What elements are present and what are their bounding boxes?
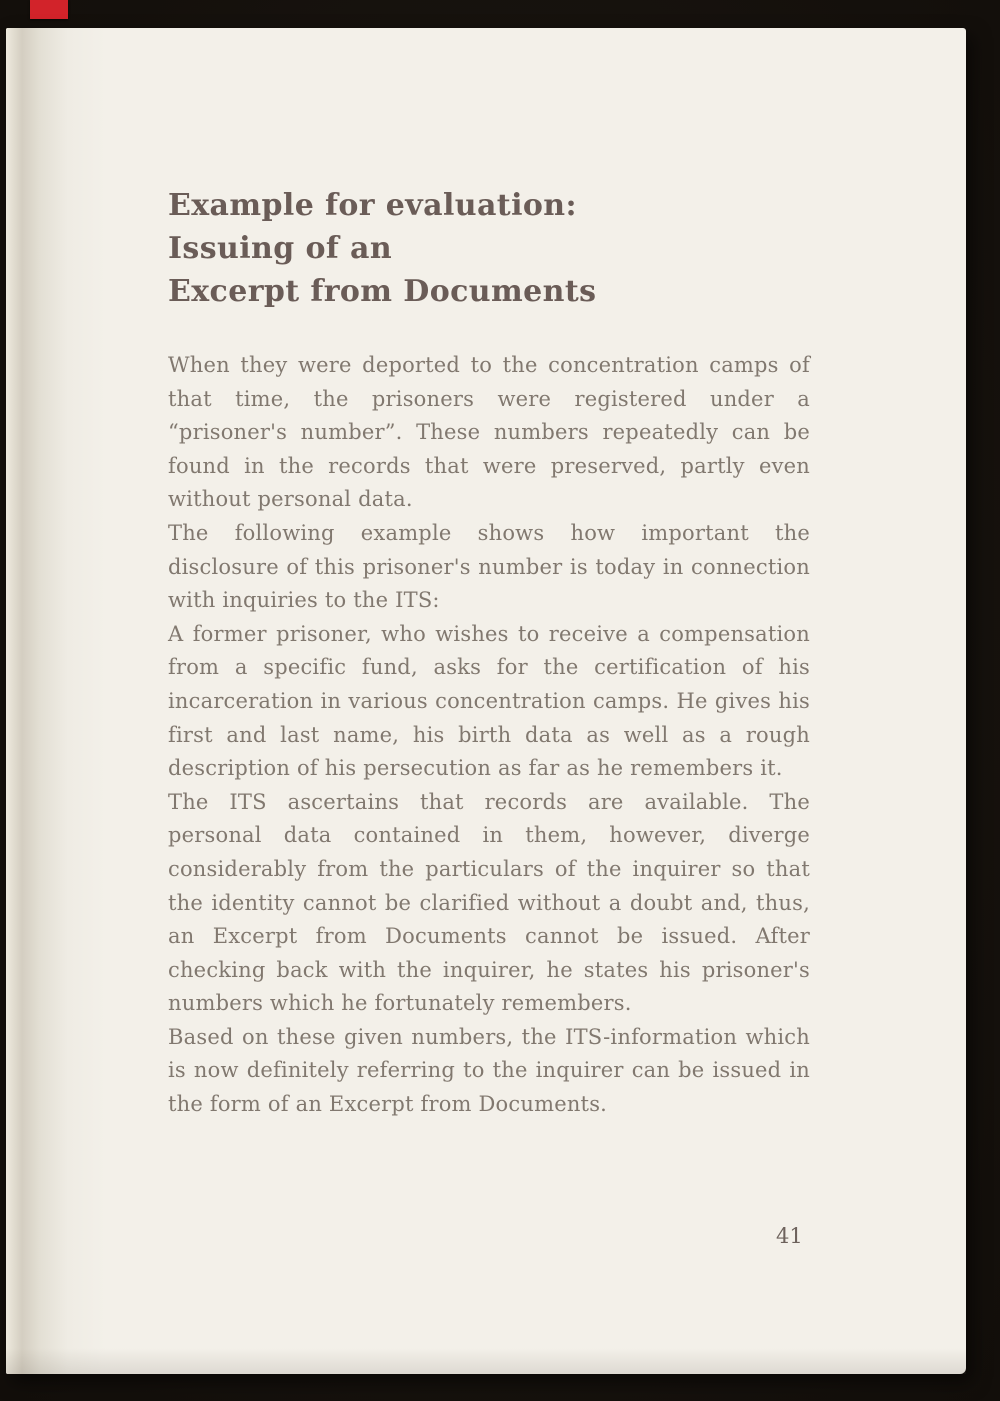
red-bookmark-ribbon [30,0,68,19]
page-content [168,184,810,1122]
paragraph-1: When they were deported to the concentration camps of that time, the prisoners were registered under a “prisoner's number”. These numbers repeatedly can be found in the records that were preserved, partly even without personal data. [168,353,810,512]
paragraph-3: A former prisoner, who wishes to receive a compensation from a specific fund, asks for the certification of his incarceration in various concentration camps. He gives his first and last name, his birth data as well as a rough description of his persecution as far as he remembers it. [168,621,810,781]
book-page [6,28,966,1374]
page-left-edge-shading [6,28,116,1374]
heading-line-3: Excerpt from Documents [168,274,597,309]
page-number: 41 [776,1224,803,1248]
paragraph-5: Based on these given numbers, the ITS-information which is now definitely referring to the inquirer can be issued in the form of an Excerpt from Documents. [168,1024,810,1117]
heading-line-2: Issuing of an [168,231,393,266]
body-text [168,349,810,1122]
heading-line-1: Example for evaluation: [168,188,577,223]
paragraph-2: The following example shows how important the disclosure of this prisoner's number is today in connection with inquiries to the ITS: [168,520,810,613]
paragraph-4: The ITS ascertains that records are available. The personal data contained in them, however, diverge considerably from the particulars of the inquirer so that the identity cannot be clarified without a doubt and, thus, an Excerpt from Documents cannot be issued. After checking back with the inquirer, he states his prisoner's numbers which he fortunately remembers. [168,789,810,1016]
page-bottom-edge-shading [6,1348,966,1374]
page-heading [168,184,810,313]
